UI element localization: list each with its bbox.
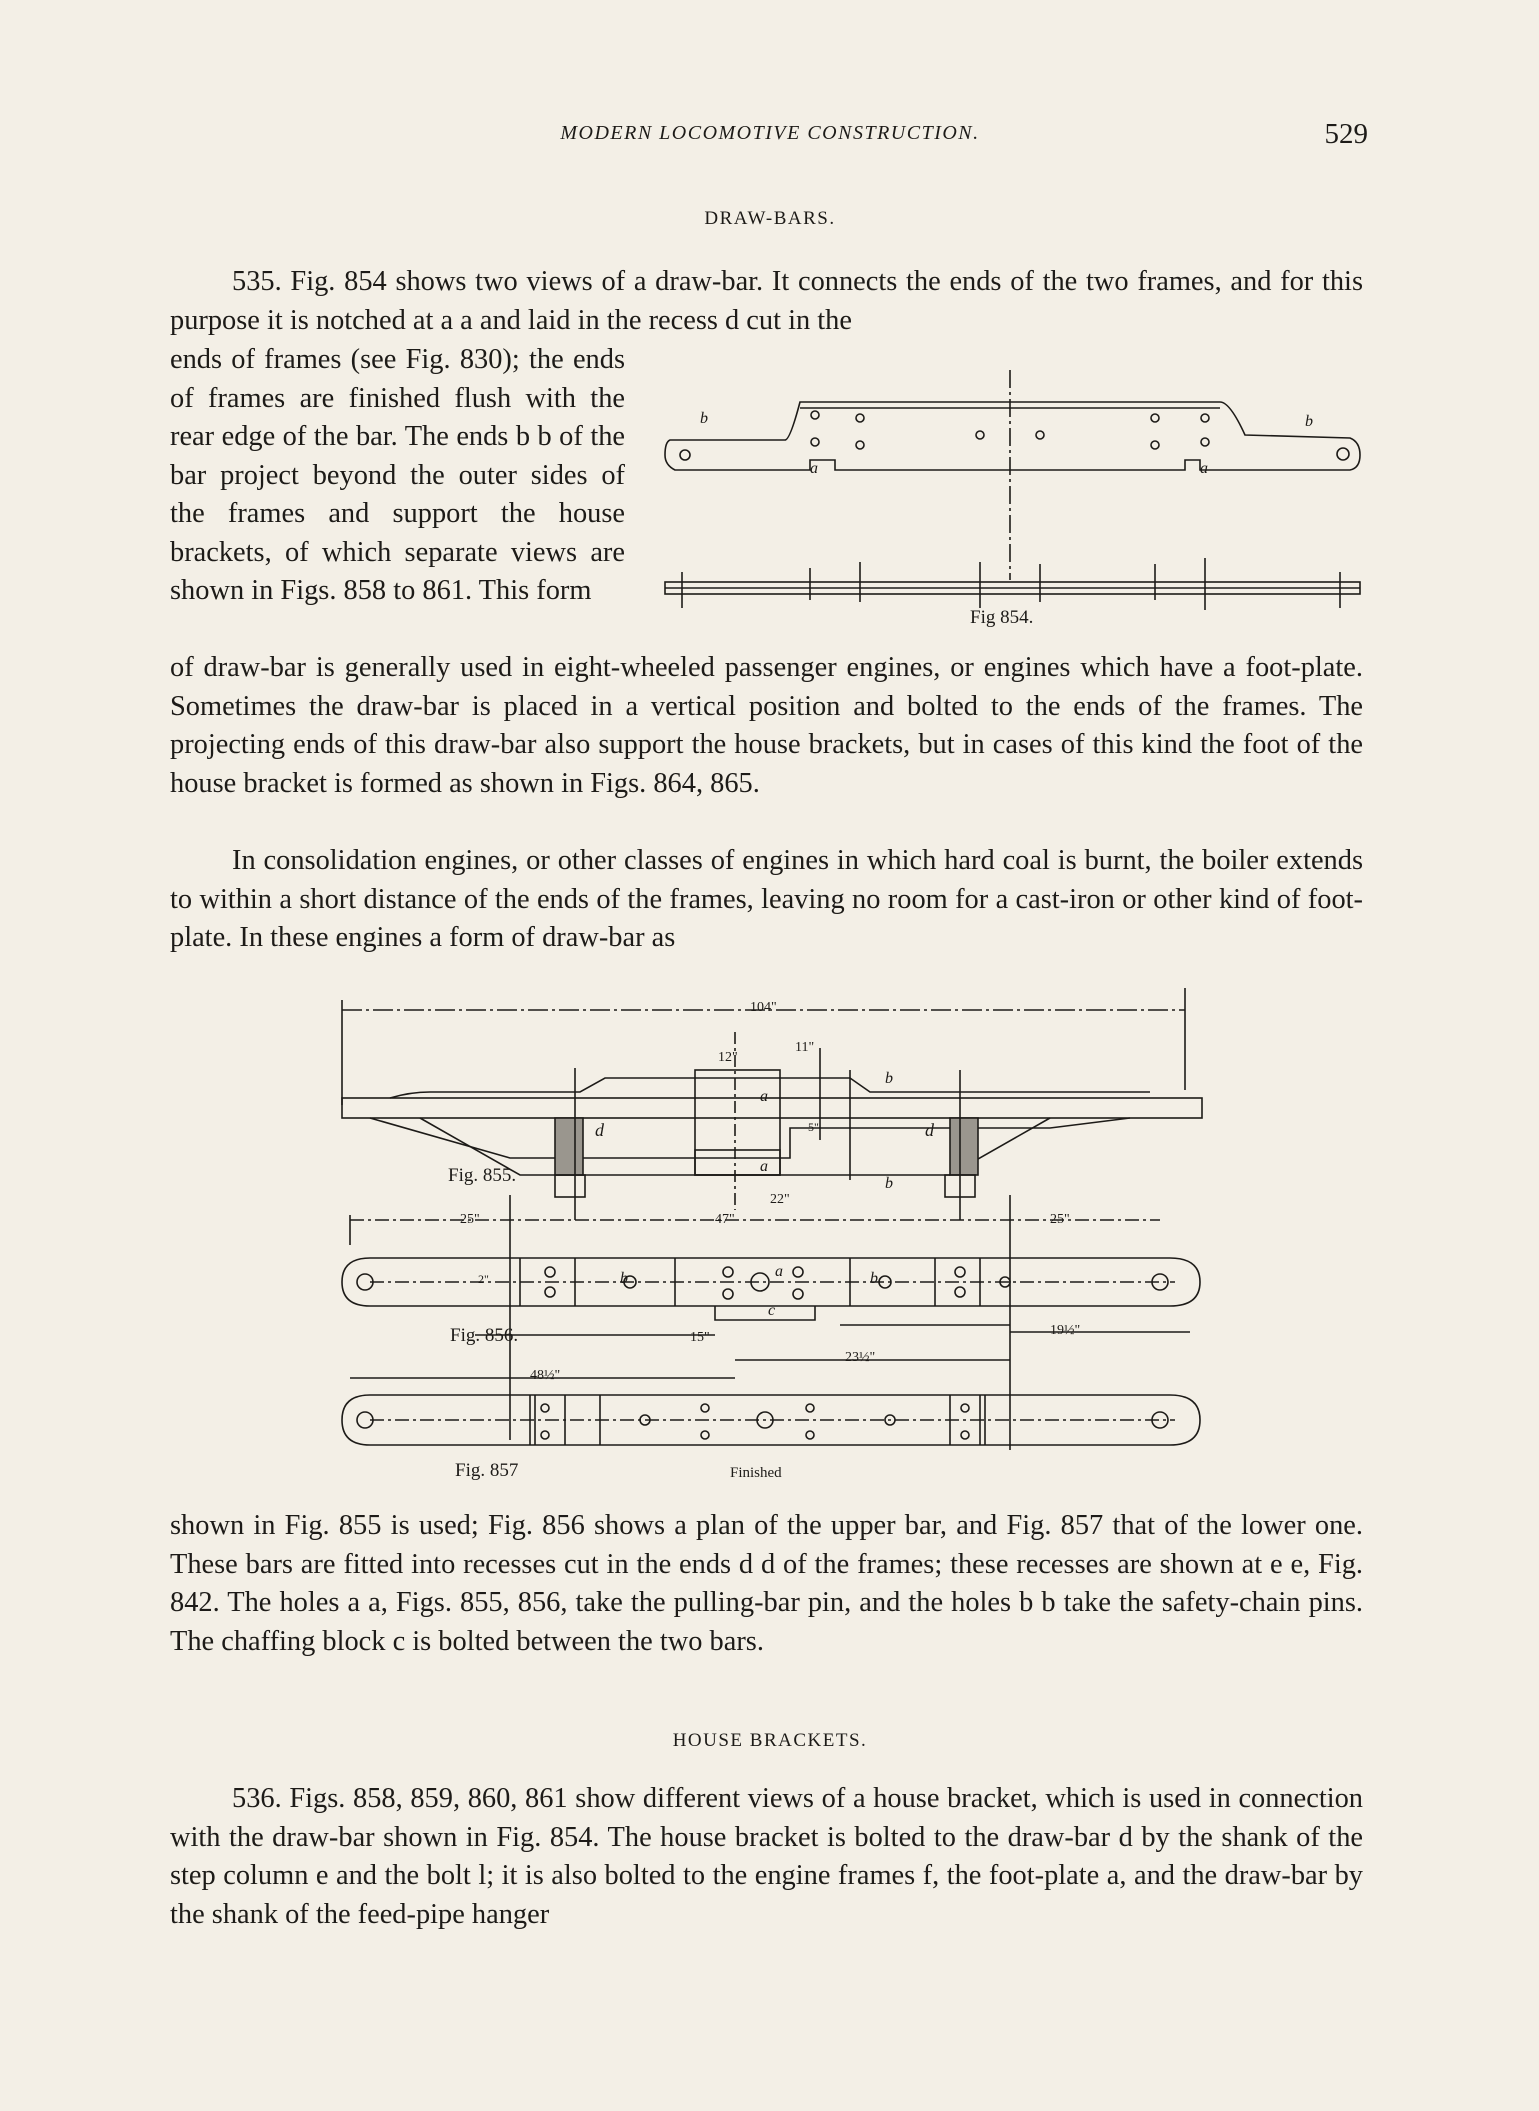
fig-856-label-b-right: b (870, 1270, 878, 1287)
figures-855-857-drawing (330, 980, 1220, 1490)
dim-47: 47" (715, 1212, 735, 1227)
fig-855-caption: Fig. 855. (448, 1165, 517, 1186)
running-title: MODERN LOCOMOTIVE CONSTRUCTION. (560, 122, 980, 144)
section-title-house-brackets: HOUSE BRACKETS. (672, 1730, 868, 1751)
fig-857-caption: Fig. 857 (455, 1460, 519, 1481)
fig-856-label-c: c (768, 1302, 776, 1319)
figure-854-drawing (660, 350, 1370, 640)
dim-2: 2" (478, 1272, 489, 1286)
fig-855-label-b-bottom: b (885, 1175, 893, 1192)
paragraph-consolidation: In consolidation engines, or other classes of engines in which hard coal is burnt, the boiler extends to within a short distance of the ends of the frames, leaving no room for a cast-iron or other kind of foot-plate. In these engines a form of draw-bar as (170, 845, 1363, 953)
dim-12: 12" (718, 1050, 738, 1065)
paragraph-535-wrap-text: ends of frames (see Fig. 830); the ends of frames are finished flush with the rear edge of the bar. The ends b b of the bar project beyond the outer sides of the frames and support the house brackets, of which separate views are shown in Figs. 858 to 861. This form (170, 344, 625, 606)
fig-855-label-d-left: d (595, 1120, 604, 1140)
paragraph-535-text: 535. Fig. 854 shows two views of a draw-bar. It connects the ends of the two frames, and for this purpose it is notched at a a and laid in the recess d cut in the (170, 266, 1363, 336)
dim-19-half: 19½" (1050, 1323, 1081, 1338)
fig-854-label-a-right: a (1200, 460, 1208, 477)
figures-855-857 (330, 980, 1220, 1490)
fig-855-label-b-top: b (885, 1070, 893, 1087)
paragraph-536: 536. Figs. 858, 859, 860, 861 show different views of a house bracket, which is used in connection with the draw-bar shown in Fig. 854. The house bracket is bolted to the draw-bar d by the shank of the step column e and the bolt l; it is also bolted to the engine frames f, the foot-plate a, and the draw-bar by the shank of the feed-pipe hanger (170, 1783, 1363, 1930)
paragraph-535-wrap-column (170, 341, 625, 649)
fig-855-label-a-top: a (760, 1088, 768, 1105)
fig-856-label-a: a (775, 1263, 783, 1280)
fig-855-label-a-bottom: a (760, 1158, 768, 1175)
section-title-draw-bars: DRAW-BARS. (704, 208, 836, 229)
fig-857-finished-note: Finished (730, 1465, 782, 1481)
paragraph-535-continued: of draw-bar is generally used in eight-wheeled passenger engines, or engines which have a foot-plate. Sometimes the draw-bar is placed in a vertical position and bolted to the ends of the frames. The projecting ends of this draw-bar also support the house brackets, but in cases of this kind the foot of the house bracket is formed as shown in Figs. 864, 865. (170, 652, 1363, 799)
dim-23-half: 23½" (845, 1350, 876, 1365)
fig-854-label-b-right: b (1305, 413, 1313, 430)
dim-48-half: 48½" (530, 1368, 561, 1383)
dim-15: 15" (690, 1330, 710, 1345)
fig-854-caption: Fig 854. (970, 607, 1034, 628)
dim-22: 22" (770, 1192, 790, 1207)
dim-5: 5" (808, 1120, 819, 1134)
fig-854-label-a-left: a (810, 460, 818, 477)
figure-854 (660, 350, 1370, 640)
fig-855-label-d-right: d (925, 1120, 934, 1140)
dim-11: 11" (795, 1040, 815, 1055)
dim-25-right: 25" (1050, 1212, 1070, 1227)
dim-overall-104: 104" (750, 1000, 777, 1015)
paragraph-535-intro (170, 263, 1363, 341)
paragraph-after-figures: shown in Fig. 855 is used; Fig. 856 shows a plan of the upper bar, and Fig. 857 that of the lower one. These bars are fitted into recesses cut in the ends d d of the frames; these recesses are shown at e e, Fig. 842. The holes a a, Figs. 855, 856, take the pulling-bar pin, and the holes b b take the safety-chain pins. The chaffing block c is bolted between the two bars. (170, 1510, 1363, 1657)
page-number: 529 (1324, 118, 1368, 150)
dim-25-left: 25" (460, 1212, 480, 1227)
fig-856-caption: Fig. 856. (450, 1325, 519, 1346)
fig-856-label-b-left: b (620, 1270, 628, 1287)
fig-854-label-b-left: b (700, 410, 708, 427)
